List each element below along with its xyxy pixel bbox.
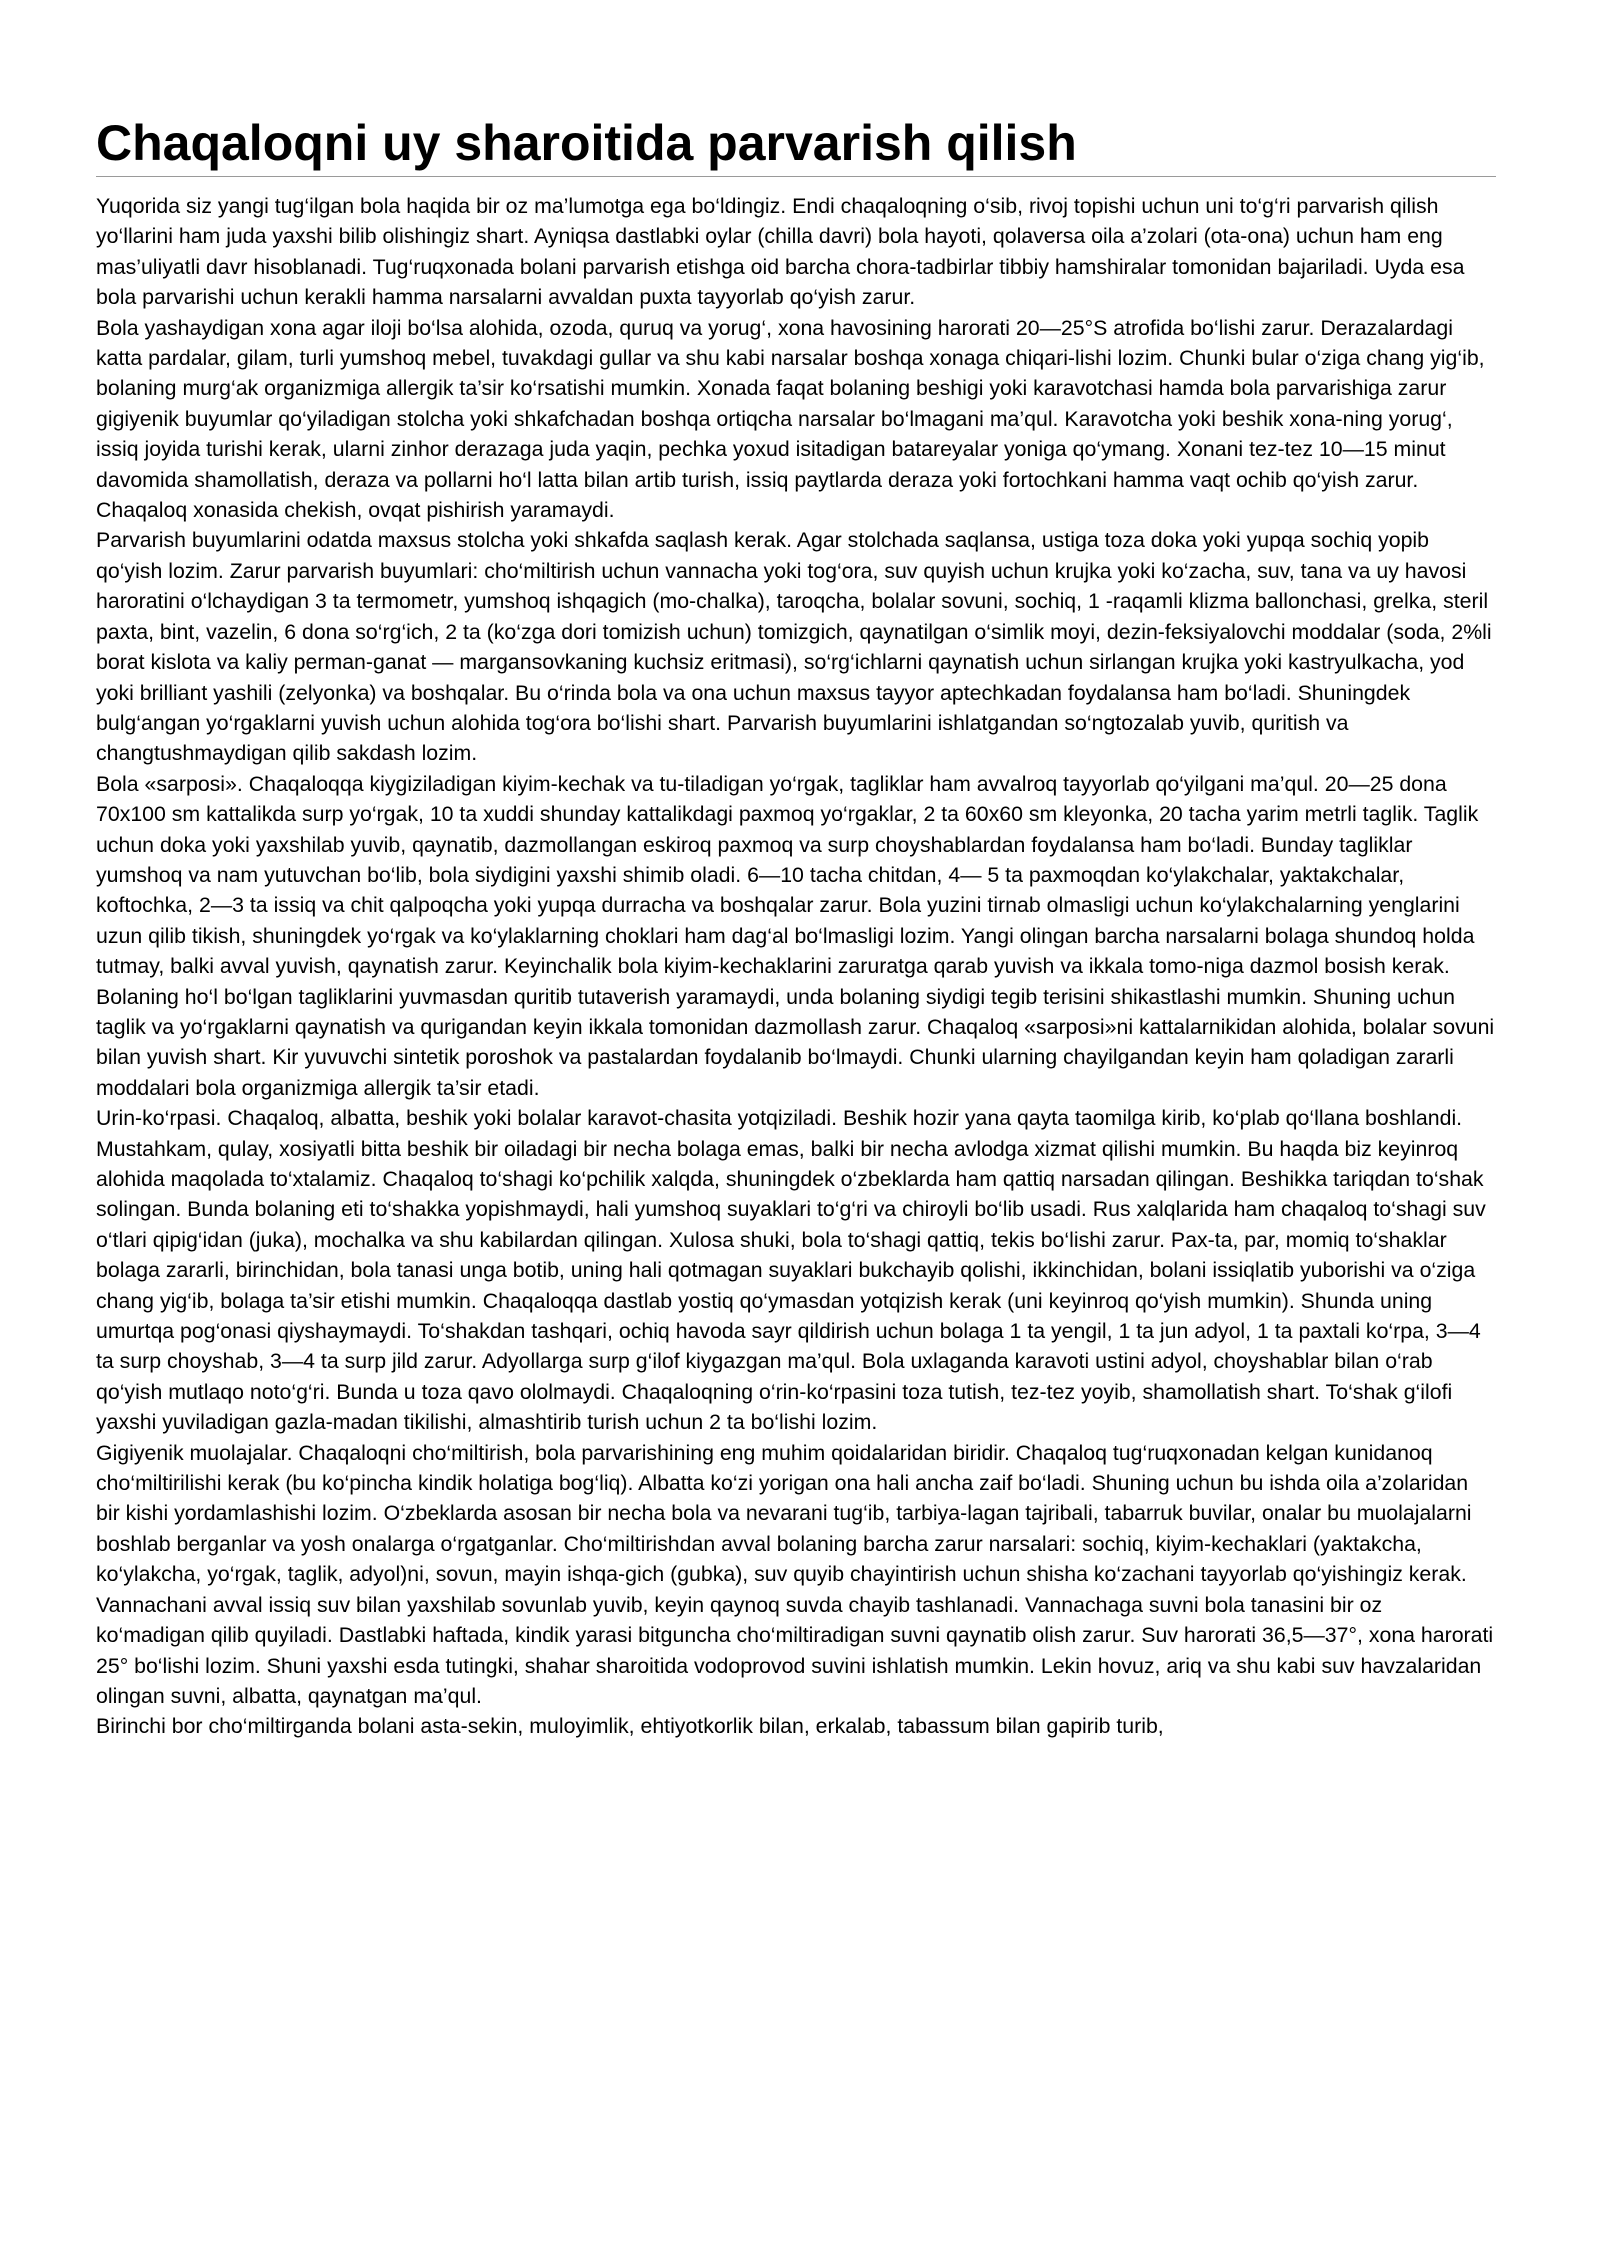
document-page	[96, 112, 1496, 1742]
paragraph-room: Bola yashaydigan xona agar iloji bo‘lsa alohida, ozoda, quruq va yorug‘, xona havosining harorati 20—25°S atrofida bo‘lishi zarur. Derazalardagi katta pardalar, gilam, turli yumshoq mebel, tuvakdagi gullar va shu kabi narsalar boshqa xonaga chiqari-lishi lozim. Chunki bular o‘ziga chang yig‘ib, bolaning murg‘ak organizmiga allergik ta’sir ko‘rsatishi mumkin. Xonada faqat bolaning beshigi yoki karavotchasi hamda bola parvarishiga zarur gigiyenik buyumlar qo‘yiladigan stolcha yoki shkafchadan boshqa ortiqcha narsalar bo‘lmagani ma’qul. Karavotcha yoki beshik xona-ning yorug‘, issiq joyida turishi kerak, ularni zinhor derazaga juda yaqin, pechka yoxud isitadigan batareyalar yoniga qo‘ymang. Xonani tez-tez 10—15 minut davomida shamollatish, deraza va pollarni ho‘l latta bilan artib turish, issiq paytlarda deraza yoki fortochkani hamma vaqt ochib qo‘yish zarur. Chaqaloq xonasida chekish, ovqat pishirish yaramaydi.	[96, 315, 1485, 523]
paragraph-intro: Yuqorida siz yangi tug‘ilgan bola haqida bir oz ma’lumotga ega bo‘ldingiz. Endi chaqaloqning o‘sib, rivoj topishi uchun uni to‘g‘ri parvarish qilish yo‘llarini ham juda yaxshi bilib olishingiz shart. Ayniqsa dastlabki oylar (chilla davri) bola hayoti, qolaversa oila a’zolari (ota-ona) uchun ham eng mas’uliyatli davr hisoblanadi. Tug‘ruqxonada bolani parvarish etishga oid barcha chora-tadbirlar tibbiy hamshiralar tomonidan bajariladi. Uyda esa bola parvarishi uchun kerakli hamma narsalarni avvaldan puxta tayyorlab qo‘yish zarur.	[96, 194, 1465, 310]
paragraph-hygiene: Gigiyenik muolajalar. Chaqaloqni cho‘miltirish, bola parvarishining eng muhim qoidalaridan biridir. Chaqaloq tug‘ruqxonadan kelgan kunidanoq cho‘miltirilishi kerak (bu ko‘pincha kindik holatiga bog‘liq). Albatta ko‘zi yorigan ona hali ancha zaif bo‘ladi. Shuning uchun bu ishda oila a’zolaridan bir kishi yordamlashishi lozim. O‘zbeklarda asosan bir necha bola va nevarani tug‘ib, tarbiya-lagan tajribali, tabarruk buvilar, onalar bu muolajalarni boshlab berganlar va yosh onalarga o‘rgatganlar. Cho‘miltirishdan avval bolaning barcha zarur narsalari: sochiq, kiyim-kechaklari (yaktakcha, ko‘ylakcha, yo‘rgak, taglik, adyol)ni, sovun, mayin ishqa-gich (gubka), suv quyib chayintirish uchun shisha ko‘zachani tayyorlab qo‘yishingiz kerak. Vannachani avval issiq suv bilan yaxshilab sovunlab yuvib, keyin qaynoq suvda chayib tashlanadi. Vannachaga suvni bola tanasini bir oz ko‘madigan qilib quyiladi. Dastlabki haftada, kindik yarasi bitguncha cho‘miltiradigan suvni qaynatib olish zarur. Suv harorati 36,5—37°, xona harorati 25° bo‘lishi lozim. Shuni yaxshi esda tutingki, shahar sharoitida vodoprovod suvini ishlatish mumkin. Lekin hovuz, ariq va shu kabi suv havzalaridan olingan suvni, albatta, qaynatgan ma’qul.	[96, 1440, 1494, 1708]
paragraph-care-items: Parvarish buyumlarini odatda maxsus stolcha yoki shkafda saqlash kerak. Agar stolchada saqlansa, ustiga toza doka yoki yupqa sochiq yopib qo‘yish lozim. Zarur parvarish buyumlari: cho‘miltirish uchun vannacha yoki tog‘ora, suv quyish uchun krujka yoki ko‘zacha, suv, tana va uy havosi haroratini o‘lchaydigan 3 ta termometr, yumshoq ishqagich (mo-chalka), taroqcha, bolalar sovuni, sochiq, 1 -raqamli klizma ballonchasi, grelka, steril paxta, bint, vazelin, 6 dona so‘rg‘ich, 2 ta (ko‘zga dori tomizish uchun) tomizgich, qaynatilgan o‘simlik moyi, dezin-feksiyalovchi moddalar (soda, 2%li borat kislota va kaliy perman-ganat — margansovkaning kuchsiz eritmasi), so‘rg‘ichlarni qaynatish uchun sirlangan krujka yoki kastryulkacha, yod yoki brilliant yashili (zelyonka) va boshqalar. Bu o‘rinda bola va ona uchun maxsus tayyor aptechkadan foydalansa ham bo‘ladi. Shuningdek bulg‘angan yo‘rgaklarni yuvish uchun alohida tog‘ora bo‘lishi shart. Parvarish buyumlarini ishlatgandan so‘ngtozalab yuvib, quritish va changtushmaydigan qilib sakdash lozim.	[96, 528, 1492, 766]
paragraph-first-bath: Birinchi bor cho‘miltirganda bolani asta-sekin, muloyimlik, ehtiyotkorlik bilan, erkalab, tabassum bilan gapirib turib,	[96, 1714, 1164, 1739]
document-body	[96, 191, 1496, 1742]
paragraph-bedding: Urin-ko‘rpasi. Chaqaloq, albatta, beshik yoki bolalar karavot-chasita yotqiziladi. Beshik hozir yana qayta taomilga kirib, ko‘plab qo‘llana boshlandi. Mustahkam, qulay, xosiyatli bitta beshik bir oiladagi bir necha bolaga emas, balki bir necha avlodga xizmat qilishi mumkin. Bu haqda biz keyinroq alohida maqolada to‘xtalamiz. Chaqaloq to‘shagi ko‘pchilik xalqda, shuningdek o‘zbeklarda ham qattiq narsadan qilingan. Beshikka tariqdan to‘shak solingan. Bunda bolaning eti to‘shakka yopishmaydi, hali yumshoq suyaklari to‘g‘ri va chiroyli bo‘lib usadi. Rus xalqlarida ham chaqaloq to‘shagi suv o‘tlari qipig‘idan (juka), mochalka va shu kabilardan qilingan. Xulosa shuki, bola to‘shagi qattiq, tekis bo‘lishi zarur. Pax-ta, par, momiq to‘shaklar bolaga zararli, birinchidan, bola tanasi unga botib, uning hali qotmagan suyaklari bukchayib qolishi, ikkinchidan, bolani issiqlatib yuborishi va o‘ziga chang yig‘ib, bolaga ta’sir etishi mumkin. Chaqaloqqa dastlab yostiq qo‘ymasdan yotqizish kerak (uni keyinroq qo‘yish mumkin). Shunda uning umurtqa pog‘onasi qiyshaymaydi. To‘shakdan tashqari, ochiq havoda sayr qildirish uchun bolaga 1 ta yengil, 1 ta jun adyol, 1 ta paxtali ko‘rpa, 3—4 ta surp choyshab, 3—4 ta surp jild zarur. Adyollarga surp g‘ilof kiygazgan ma’qul. Bola uxlaganda karavoti ustini adyol, choyshablar bilan o‘rab qo‘yish mutlaqo noto‘g‘ri. Bunda u toza qavo ololmaydi. Chaqaloqning o‘rin-ko‘rpasini toza tutish, tez-tez yoyib, shamollatish shart. To‘shak g‘ilofi yaxshi yuviladigan gazla-madan tikilishi, almashtirib turish uchun 2 ta bo‘lishi lozim.	[96, 1106, 1486, 1435]
document-title: Chaqaloqni uy sharoitida parvarish qilish	[96, 112, 1496, 177]
paragraph-clothing: Bola «sarposi». Chaqaloqqa kiygiziladigan kiyim-kechak va tu-tiladigan yo‘rgak, tagliklar ham avvalroq tayyorlab qo‘yilgani ma’qul. 20—25 dona 70x100 sm kattalikda surp yo‘rgak, 10 ta xuddi shunday kattalikdagi paxmoq yo‘rgaklar, 2 ta 60x60 sm kleyonka, 20 tacha yarim metrli taglik. Taglik uchun doka yoki yaxshilab yuvib, qaynatib, dazmollangan eskiroq paxmoq va surp choyshablardan foydalansa ham bo‘ladi. Bunday tagliklar yumshoq va nam yutuvchan bo‘lib, bola siydigini yaxshi shimib oladi. 6—10 tacha chitdan, 4— 5 ta paxmoqdan ko‘ylakchalar, yaktakchalar, koftochka, 2—3 ta issiq va chit qalpoqcha yoki yupqa durracha va boshqalar zarur. Bola yuzini tirnab olmasligi uchun ko‘ylakchalarning yenglarini uzun qilib tikish, shuningdek yo‘rgak va ko‘ylaklarning choklari ham dag‘al bo‘lmasligi lozim. Yangi olingan barcha narsalarni bolaga shundoq holda tutmay, balki avval yuvish, qaynatish zarur. Keyinchalik bola kiyim-kechaklarini zaruratga qarab yuvish va ikkala tomo-niga dazmol bosish kerak. Bolaning ho‘l bo‘lgan tagliklarini yuvmasdan quritib tutaverish yaramaydi, unda bolaning siydigi tegib terisini shikastlashi mumkin. Shuning uchun taglik va yo‘rgaklarni qaynatish va qurigandan keyin ikkala tomonidan dazmollash zarur. Chaqaloq «sarposi»ni kattalarnikidan alohida, bolalar sovuni bilan yuvish shart. Kir yuvuvchi sintetik poroshok va pastalardan foydalanib bo‘lmaydi. Chunki ularning chayilgandan keyin ham qoladigan zararli moddalari bola organizmiga allergik ta’sir etadi.	[96, 771, 1495, 1100]
